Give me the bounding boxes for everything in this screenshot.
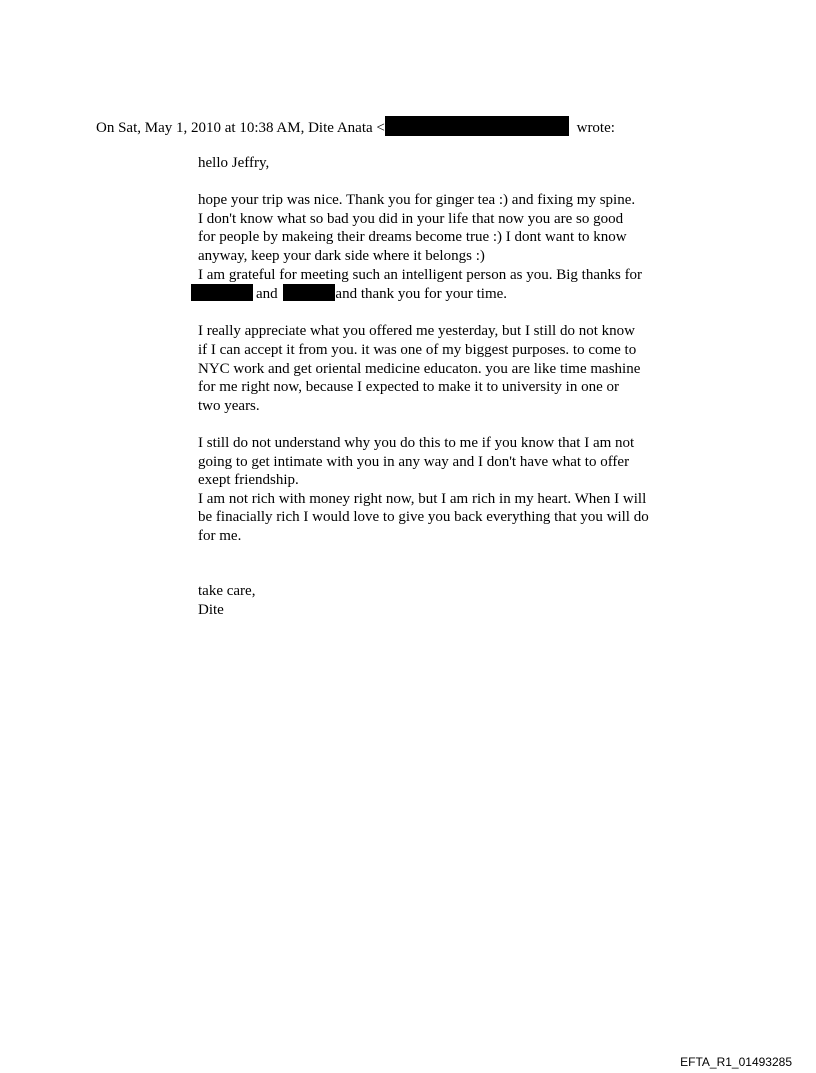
paragraph-2 xyxy=(198,322,678,415)
paragraph-line: two years. xyxy=(198,397,260,414)
greeting: hello Jeffry, xyxy=(198,155,270,171)
paragraph-1 xyxy=(198,191,678,304)
paragraph-line: anyway, keep your dark side where it belongs :) xyxy=(198,247,485,264)
paragraph-line: I really appreciate what you offered me yesterday, but I still do not know xyxy=(198,323,635,340)
paragraph-line: exept friendship. xyxy=(198,472,299,489)
reply-header xyxy=(96,116,615,137)
paragraph-line: going to get intimate with you in any way and I don't have what to offer xyxy=(198,453,630,470)
paragraph-line: if I can accept it from you. it was one of my biggest purposes. to come to xyxy=(198,341,637,358)
reply-header-suffix: wrote: xyxy=(572,120,615,136)
paragraph-line: for me. xyxy=(198,527,242,544)
redacted-email xyxy=(385,116,569,136)
paragraph-line: NYC work and get oriental medicine educaton. you are like time mashine xyxy=(198,360,641,377)
paragraph-line-redacted xyxy=(198,284,678,304)
closing: take care, xyxy=(198,583,256,600)
spacer xyxy=(198,545,678,582)
paragraph-line: for people by makeing their dreams become true :) I dont want to know xyxy=(198,229,627,246)
spacer xyxy=(198,304,678,323)
paragraph-line: I am not rich with money right now, but I am rich in my heart. When I will xyxy=(198,490,647,507)
reply-header-prefix: On Sat, May 1, 2010 at 10:38 AM, Dite Anata < xyxy=(96,120,385,136)
paragraph-line: be finacially rich I would love to give you back everything that you will do xyxy=(198,509,649,526)
paragraph-line: I am grateful for meeting such an intelligent person as you. Big thanks for xyxy=(198,266,643,283)
paragraph-line: hope your trip was nice. Thank you for ginger tea :) and fixing my spine. xyxy=(198,192,636,209)
paragraph-line: I don't know what so bad you did in your life that now you are so good xyxy=(198,210,624,227)
paragraph-3 xyxy=(198,434,678,546)
paragraph-line-part: and thank you for your time. xyxy=(335,286,508,303)
paragraph-line-part: and xyxy=(256,286,282,303)
spacer xyxy=(198,415,678,434)
signature: Dite xyxy=(198,602,224,619)
redacted-name-2 xyxy=(283,284,335,301)
spacer xyxy=(198,173,678,192)
email-body xyxy=(198,154,678,620)
paragraph-line: I still do not understand why you do this to me if you know that I am not xyxy=(198,434,635,451)
document-id: EFTA_R1_01493285 xyxy=(680,1055,792,1069)
redacted-name-1 xyxy=(191,284,253,301)
paragraph-line: for me right now, because I expected to make it to university in one or xyxy=(198,379,619,396)
